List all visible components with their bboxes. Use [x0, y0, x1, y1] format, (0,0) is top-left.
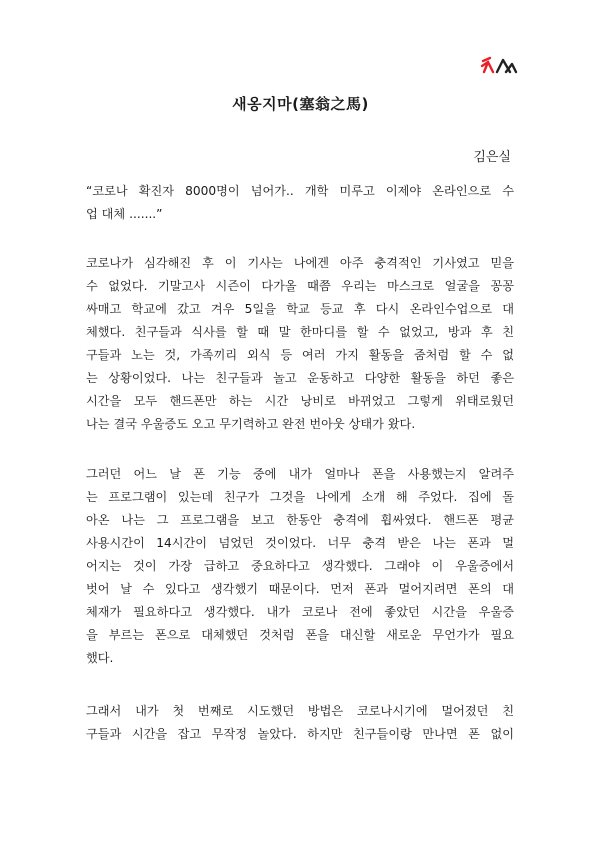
paragraph-3	[86, 700, 514, 746]
quote-line: “코로나 확진자 8000명이 넘어가.. 개학 미루고 이제야 온라인으로 수	[86, 184, 514, 198]
paragraph-line: 는 프로그램이 있는데 친구가 그것을 나에게 소개 해 주었다. 집에 돌	[86, 490, 514, 504]
paragraph-line: 체재가 필요하다고 생각했다. 내가 코로나 전에 좋았던 시간을 우울증	[86, 605, 514, 619]
paragraph-line: 그러던 어느 날 폰 기능 중에 내가 얼마나 폰을 사용했는지 알려주	[86, 467, 514, 481]
kbs-style-logo-icon	[480, 55, 518, 75]
paragraph-line: 체했다. 친구들과 식사를 할 때 말 한마디를 할 수 없었고, 방과 후 친	[86, 325, 514, 339]
quote-paragraph	[86, 180, 514, 226]
quote-line: 업 대체 .......”	[86, 207, 163, 221]
paragraph-line: 을 부르는 폰으로 대체했던 것처럼 폰을 대신할 새로운 무언가가 필요	[86, 628, 514, 642]
paragraph-line: 했다.	[86, 651, 114, 665]
paragraph-line: 코로나가 심각해진 후 이 기사는 나에겐 아주 충격적인 기사였고 믿을	[86, 256, 514, 270]
author-name: 김은실	[473, 150, 511, 165]
paragraph-line: 구들과 노는 것, 가족끼리 외식 등 여러 가지 활동을 줌처럼 할 수 없	[86, 348, 514, 362]
paragraph-line: 벗어 날 수 있다고 생각했기 때문이다. 먼저 폰과 멀어지려면 폰의 대	[86, 582, 514, 596]
paragraph-1	[86, 252, 514, 436]
paragraph-line: 는 상황이었다. 나는 친구들과 놀고 운동하고 다양한 활동을 하던 좋은	[86, 371, 514, 385]
paragraph-line: 그래서 내가 첫 번째로 시도했던 방법은 코로나시기에 멀어졌던 친	[86, 704, 514, 718]
paragraph-line: 아온 나는 그 프로그램을 보고 한동안 충격에 휩싸였다. 핸드폰 평균	[86, 513, 514, 527]
document-title: 새옹지마(塞翁之馬)	[232, 95, 369, 113]
paragraph-2	[86, 463, 514, 670]
paragraph-line: 어지는 것이 가장 급하고 중요하다고 생각했다. 그래야 이 우울증에서	[86, 559, 514, 573]
paragraph-line: 사용시간이 14시간이 넘었던 것이었다. 너무 충격 받은 나는 폰과 멀	[86, 536, 514, 550]
paragraph-line: 구들과 시간을 잡고 무작정 놀았다. 하지만 친구들이랑 만나면 폰 없이	[86, 727, 514, 741]
paragraph-line: 싸매고 학교에 갔고 겨우 5일을 학교 등교 후 다시 온라인수업으로 대	[86, 302, 514, 316]
paragraph-line: 나는 결국 우울증도 오고 무기력하고 완전 번아웃 상태가 왔다.	[86, 417, 416, 431]
paragraph-line: 시간을 모두 핸드폰만 하는 시간 낭비로 바뀌었고 그렇게 위태로웠던	[86, 394, 514, 408]
paragraph-line: 수 없었다. 기말고사 시즌이 다가올 때쯤 우리는 마스크로 얼굴을 꽁꽁	[86, 279, 514, 293]
